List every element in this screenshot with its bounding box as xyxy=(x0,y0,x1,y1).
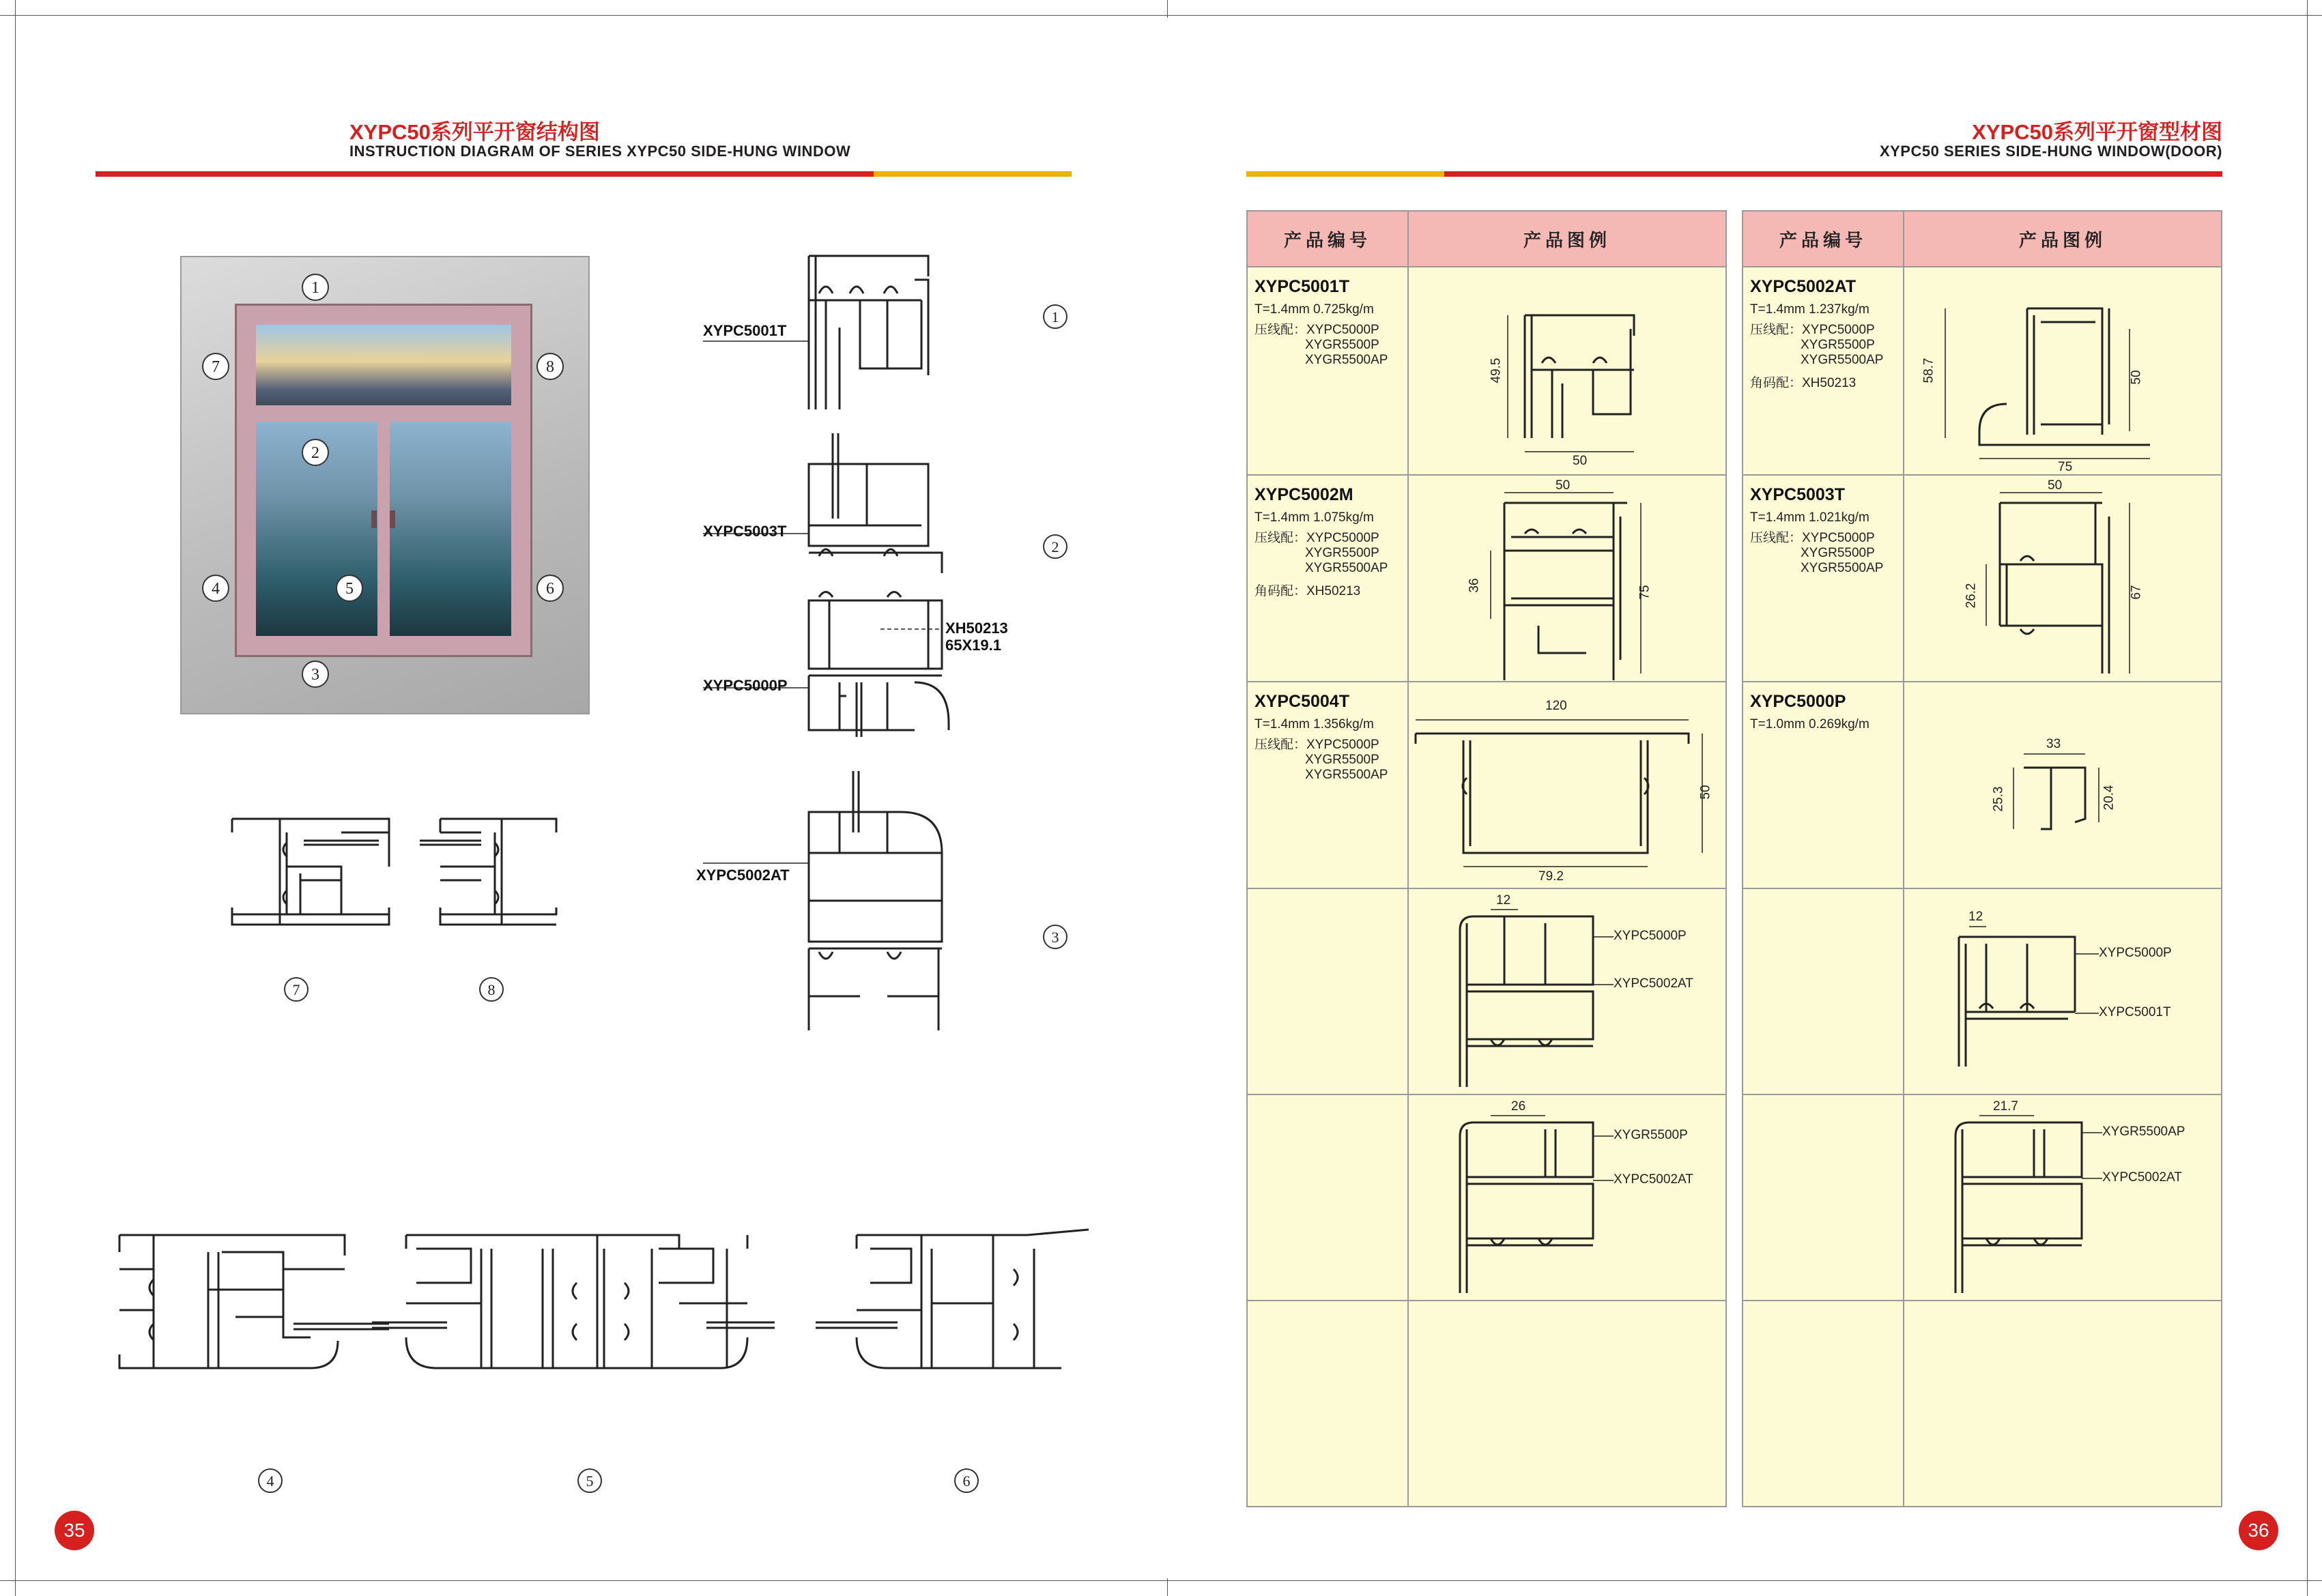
assembly-cell-blank-2 xyxy=(1247,1094,1408,1301)
dim-width: 120 xyxy=(1545,699,1567,713)
left-header-rule-yellow xyxy=(874,171,1072,177)
product-match-2: XYGR5500P xyxy=(1305,338,1379,352)
product-match-2: XYGR5500P xyxy=(1305,753,1379,767)
section-4-profile xyxy=(119,1235,389,1368)
product-match-3: XYGR5500AP xyxy=(1801,353,1884,367)
product-cell-xypc5001t xyxy=(1247,267,1408,475)
label-xypc5000p: XYPC5000P xyxy=(703,677,788,694)
window-photo xyxy=(180,256,590,714)
dim-height: 75 xyxy=(1637,585,1652,600)
assembly-dim: 12 xyxy=(1968,910,1983,924)
section-marker-2: 2 xyxy=(1043,534,1067,559)
right-header-rule-yellow xyxy=(1246,171,1444,177)
label-65x19: 65X19.1 xyxy=(945,637,1001,654)
vertical-section-drawing xyxy=(683,246,969,1051)
assembly-label-b: XYPC5001T xyxy=(2099,1005,2171,1019)
left-title-en: INSTRUCTION DIAGRAM OF SERIES XYPC50 SIDE-HUNG WINDOW xyxy=(349,143,851,160)
section-marker-7: 7 xyxy=(284,977,309,1002)
callout-1: 1 xyxy=(302,274,329,301)
dim-inner: 36 xyxy=(1467,578,1482,593)
callout-3: 3 xyxy=(302,661,329,688)
product-code: XYPC5000P xyxy=(1750,692,1846,711)
col-header-code: 产品编号 xyxy=(1743,211,1904,267)
empty-cell-code xyxy=(1743,1301,1904,1507)
dim-width: 50 xyxy=(2048,478,2063,493)
product-cell-xypc5002m xyxy=(1247,475,1408,682)
dim-width: 33 xyxy=(2046,737,2061,751)
assembly-cell-blank-3 xyxy=(1743,888,1904,1094)
col-header-figure: 产品图例 xyxy=(1408,211,1726,267)
assembly-dim: 12 xyxy=(1496,893,1511,908)
callout-6: 6 xyxy=(536,575,564,602)
profile-xypc5004t xyxy=(1409,682,1730,887)
dim-inner: 26.2 xyxy=(1964,583,1979,609)
trim-line-left xyxy=(15,0,16,1596)
dim-height: 67 xyxy=(2129,585,2144,600)
product-match-2: XYGR5500P xyxy=(1801,546,1875,560)
assembly-cell-blank-1 xyxy=(1247,888,1408,1094)
product-match-2: XYGR5500P xyxy=(1801,338,1875,352)
right-header-rule-red xyxy=(1444,171,2222,177)
fold-mark-bottom xyxy=(1167,1578,1168,1596)
section-1-profile xyxy=(809,256,928,409)
dim-height: 49.5 xyxy=(1489,358,1504,383)
section-7-8-drawing xyxy=(225,805,567,955)
product-cell-xypc5000p xyxy=(1743,682,1904,888)
assembly-drawing-3 xyxy=(1409,1095,1730,1300)
assembly-cell-blank-4 xyxy=(1743,1094,1904,1301)
product-spec: T=1.4mm 0.725kg/m xyxy=(1255,302,1374,317)
label-xh50213: XH50213 xyxy=(945,620,1008,637)
product-spec: T=1.4mm 1.021kg/m xyxy=(1750,510,1869,525)
section-6-profile xyxy=(816,1230,1089,1368)
callout-5: 5 xyxy=(336,575,363,602)
figure-cell-xypc5002m xyxy=(1408,475,1726,682)
assembly-cell-2 xyxy=(1904,888,2222,1094)
trim-line-top xyxy=(0,15,2322,16)
window-handle-left xyxy=(371,510,377,528)
product-match-2: XYGR5500P xyxy=(1305,546,1379,560)
assembly-cell-1 xyxy=(1408,888,1726,1094)
product-cell-xypc5003t xyxy=(1743,475,1904,682)
figure-cell-xypc5003t xyxy=(1904,475,2222,682)
section-marker-6: 6 xyxy=(954,1468,979,1493)
profile-xypc5002at xyxy=(1904,267,2225,472)
right-title-cn: XYPC50系列平开窗型材图 xyxy=(1972,120,2222,144)
product-match-3: XYGR5500AP xyxy=(1305,353,1388,367)
page-number-left: 35 xyxy=(55,1511,94,1550)
dim-inner: 79.2 xyxy=(1538,869,1564,884)
section-5-profile xyxy=(372,1235,775,1368)
assembly-label-b: XYPC5002AT xyxy=(1614,1172,1693,1187)
product-match-1: 压线配：XYPC5000P xyxy=(1750,323,1875,337)
section-marker-4: 4 xyxy=(258,1468,283,1493)
window-transom-glass xyxy=(256,325,511,405)
left-header-rule-red xyxy=(96,171,874,177)
product-match-1: 压线配：XYPC5000P xyxy=(1255,531,1379,545)
figure-cell-xypc5002at xyxy=(1904,267,2222,475)
assembly-drawing-1 xyxy=(1409,889,1730,1094)
product-match-1: 压线配：XYPC5000P xyxy=(1255,738,1379,752)
assembly-dim: 21.7 xyxy=(1993,1099,2018,1114)
product-match-1: 压线配：XYPC5000P xyxy=(1255,323,1379,337)
section-3-profile xyxy=(809,771,942,1030)
callout-8: 8 xyxy=(536,353,564,380)
section-marker-1: 1 xyxy=(1043,304,1067,329)
product-match-1: 压线配：XYPC5000P xyxy=(1750,531,1875,545)
assembly-dim: 26 xyxy=(1511,1099,1526,1114)
callout-7: 7 xyxy=(202,353,229,380)
product-spec: T=1.4mm 1.237kg/m xyxy=(1750,302,1869,317)
col-header-figure: 产品图例 xyxy=(1904,211,2222,267)
window-sash-right-glass xyxy=(390,422,511,636)
section-2-profile xyxy=(809,433,949,737)
dim-width: 50 xyxy=(1573,454,1588,468)
dim-height: 58.7 xyxy=(1921,358,1936,383)
callout-4: 4 xyxy=(202,575,229,602)
product-match-3: XYGR5500AP xyxy=(1305,768,1388,782)
empty-cell-figure xyxy=(1408,1301,1726,1507)
product-spec: T=1.4mm 1.075kg/m xyxy=(1255,510,1374,525)
dim-inner: 50 xyxy=(2129,370,2144,385)
product-match-3: XYGR5500AP xyxy=(1305,561,1388,575)
catalog-table-right xyxy=(1742,210,2222,1507)
section-4-5-6-drawing xyxy=(113,1221,1095,1385)
product-corner: 角码配：XH50213 xyxy=(1750,376,1857,390)
catalog-table-left xyxy=(1246,210,1727,1507)
profile-xypc5000p xyxy=(1904,682,2225,887)
dim-width: 50 xyxy=(1556,478,1571,493)
left-title-cn: XYPC50系列平开窗结构图 xyxy=(349,120,600,144)
product-code: XYPC5001T xyxy=(1255,277,1349,296)
col-header-code: 产品编号 xyxy=(1247,211,1408,267)
assembly-label-b: XYPC5002AT xyxy=(2102,1170,2182,1185)
section-8-profile xyxy=(420,819,556,925)
empty-cell-figure xyxy=(1904,1301,2222,1507)
callout-2: 2 xyxy=(302,439,329,466)
assembly-label-a: XYPC5000P xyxy=(1614,929,1687,943)
fold-mark-top xyxy=(1167,0,1168,18)
assembly-cell-3 xyxy=(1408,1094,1726,1301)
product-spec: T=1.4mm 1.356kg/m xyxy=(1255,717,1374,731)
dim-height: 25.3 xyxy=(1991,786,2006,812)
section-7-profile xyxy=(232,819,389,925)
assembly-label-a: XYGR5500AP xyxy=(2102,1125,2185,1139)
product-cell-xypc5002at xyxy=(1743,267,1904,475)
profile-xypc5002m xyxy=(1409,476,1730,680)
assembly-drawing-2 xyxy=(1904,889,2225,1094)
dim-width: 75 xyxy=(2058,460,2073,474)
window-frame xyxy=(235,304,532,657)
product-code: XYPC5002AT xyxy=(1750,277,1857,296)
product-code: XYPC5003T xyxy=(1750,485,1845,504)
section-marker-8: 8 xyxy=(479,977,504,1002)
product-spec: T=1.0mm 0.269kg/m xyxy=(1750,717,1869,731)
profile-xypc5001t xyxy=(1409,267,1730,472)
trim-line-bottom xyxy=(0,1580,2322,1581)
assembly-label-a: XYGR5500P xyxy=(1614,1128,1688,1142)
product-cell-xypc5004t xyxy=(1247,682,1408,888)
dim-height: 50 xyxy=(1698,785,1713,800)
section-marker-3: 3 xyxy=(1043,925,1067,949)
profile-xypc5003t xyxy=(1904,476,2225,680)
label-xypc5003t: XYPC5003T xyxy=(703,523,787,540)
section-marker-5: 5 xyxy=(577,1468,602,1493)
figure-cell-xypc5004t xyxy=(1408,682,1726,888)
product-code: XYPC5004T xyxy=(1255,692,1349,711)
label-xypc5002at: XYPC5002AT xyxy=(696,867,790,884)
product-match-3: XYGR5500AP xyxy=(1801,561,1884,575)
assembly-cell-4 xyxy=(1904,1094,2222,1301)
assembly-label-a: XYPC5000P xyxy=(2099,946,2172,960)
label-xypc5001t: XYPC5001T xyxy=(703,322,787,339)
figure-cell-xypc5001t xyxy=(1408,267,1726,475)
page-number-right: 36 xyxy=(2239,1511,2278,1550)
dim-inner: 20.4 xyxy=(2102,785,2117,811)
product-code: XYPC5002M xyxy=(1255,485,1353,504)
right-title-en: XYPC50 SERIES SIDE-HUNG WINDOW(DOOR) xyxy=(1879,143,2222,160)
window-handle-right xyxy=(390,510,395,528)
trim-line-right xyxy=(2307,0,2308,1596)
assembly-label-b: XYPC5002AT xyxy=(1614,976,1693,991)
figure-cell-xypc5000p xyxy=(1904,682,2222,888)
product-corner: 角码配：XH50213 xyxy=(1255,584,1361,598)
empty-cell-code xyxy=(1247,1301,1408,1507)
